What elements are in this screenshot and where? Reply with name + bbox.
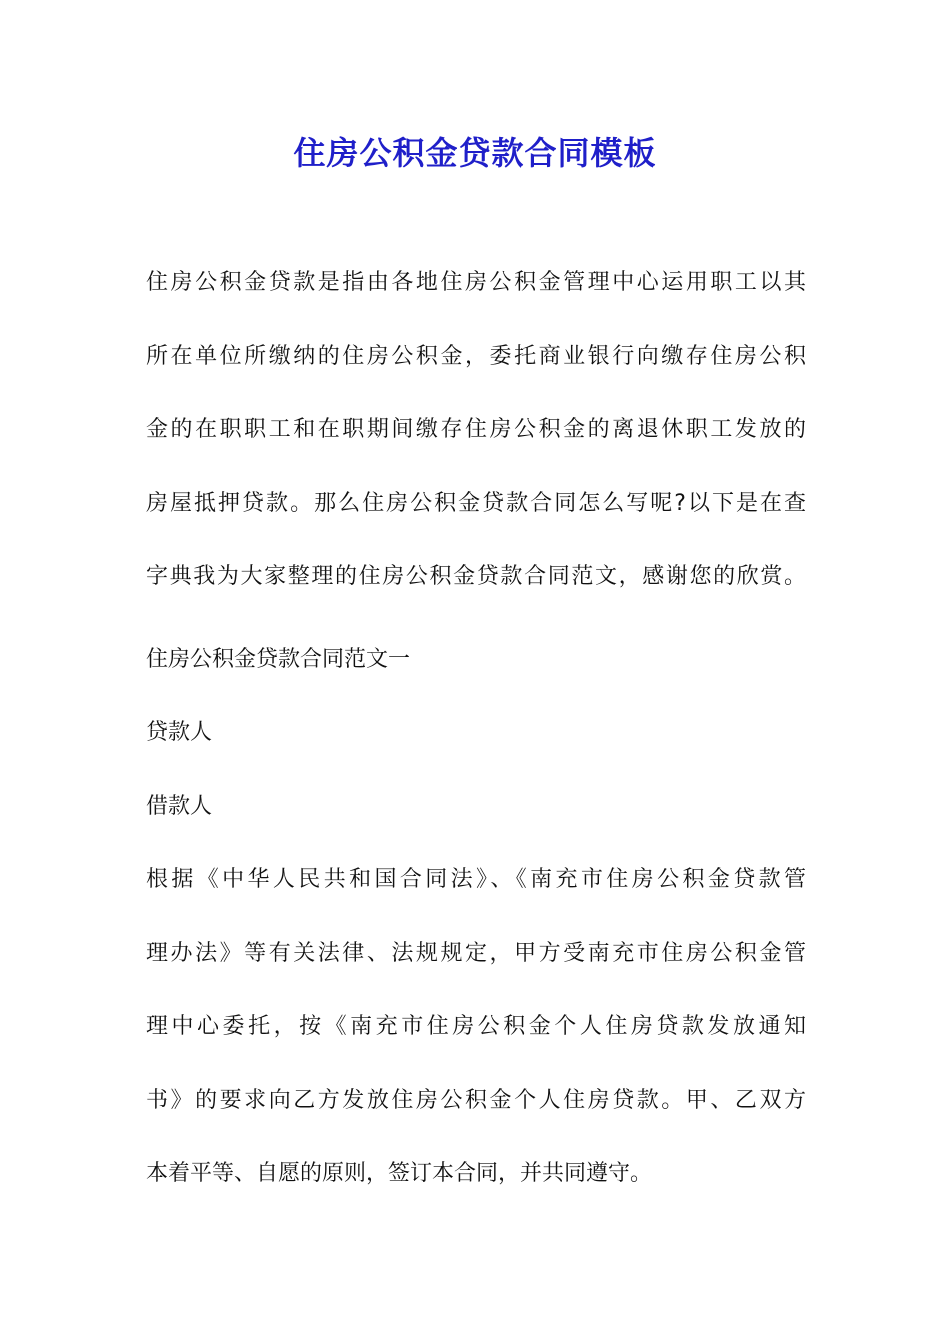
clause-line-2: 理办法》等有关法律、法规规定，甲方受南充市住房公积金管: [146, 940, 806, 966]
document-title: 住房公积金贷款合同模板: [293, 134, 657, 172]
intro-line-4: 房屋抵押贷款。那么住房公积金贷款合同怎么写呢?以下是在查: [146, 490, 806, 516]
clause-paragraph: [146, 865, 806, 1233]
intro-line-3: 金的在职职工和在职期间缴存住房公积金的离退休职工发放的: [146, 417, 806, 442]
clause-line-5: 本着平等、自愿的原则，签订本合同，并共同遵守。: [146, 1161, 653, 1186]
clause-line-3: 理中心委托，按《南充市住房公积金个人住房贷款发放通知: [146, 1014, 806, 1039]
intro-line-1: 住房公积金贷款是指由各地住房公积金管理中心运用职工以其: [146, 270, 806, 295]
intro-paragraph: [146, 268, 806, 636]
clause-line-4: 书》的要求向乙方发放住房公积金个人住房贷款。甲、乙双方: [146, 1087, 806, 1113]
section-heading-text: 住房公积金贷款合同范文一: [146, 647, 411, 672]
lender-label-text: 贷款人: [146, 720, 213, 745]
lender-label: [146, 718, 806, 792]
borrower-label-text: 借款人: [146, 794, 213, 819]
intro-line-5: 字典我为大家整理的住房公积金贷款合同范文，感谢您的欣赏。: [146, 564, 806, 589]
borrower-label: [146, 792, 806, 866]
clause-line-1: 根据《中华人民共和国合同法》、《南充市住房公积金贷款管: [146, 867, 806, 892]
section-heading: [146, 645, 806, 719]
intro-line-2: 所在单位所缴纳的住房公积金，委托商业银行向缴存住房公积: [146, 343, 806, 369]
